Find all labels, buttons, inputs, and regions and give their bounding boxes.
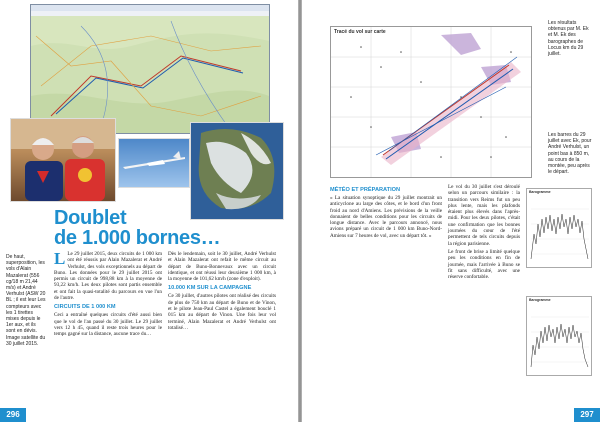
text-column-2 — [168, 251, 276, 333]
text-column-1 — [54, 251, 162, 340]
chart-caption: Les résultats obtenus par M. Ek et M. Ek des barographes de Locus km du 29 juillet. — [548, 20, 589, 58]
chart-title: Tracé du vol sur carte — [334, 29, 386, 35]
drop-cap: L — [54, 249, 66, 268]
topographic-map — [31, 16, 269, 133]
page-number: 297 — [574, 408, 600, 422]
glider-photo — [118, 138, 190, 188]
text-column-2 — [448, 184, 520, 282]
paragraph: « La situation synoptique du 29 juillet montrait un anticyclone au large des côtes, et le bord d'un front froid au nord d'Amiens. Les prévisions de la veille donnaient de belles conditions pour les circuits de longue distance. Avec le parcours annoncé, nous avions préparé un circuit de 1 000 km Buno-Nord-Amiens sur 7 heures de vol, avec un départ tôt. » — [330, 195, 442, 239]
paragraph: Dès le lendemain, soit le 30 juillet, André Verhulst et Alain Mazalerat ont refait le même circuit au départ de Buno-Bonnevaux avec un circuit identique, et ont réussi leur deuxième 1 000 km, à la moyenne de 101,62 km/h (zone d'exploit). — [168, 251, 276, 283]
barogram-title: Barogramme — [529, 190, 551, 194]
paragraph: Le vol du 30 juillet s'est déroulé selon un parcours similaire : la transition vers Reims fut un peu plus lente, mais les plafonds étaient plus élevés dans l'après-midi. Pour les deux pilotes, c'était une confirmation que les bonnes journées du cœur de l'été permettent de tels circuits depuis la région parisienne. — [448, 184, 520, 247]
flight-track-chart — [330, 26, 532, 178]
paragraph-text: Le 29 juillet 2015, deux circuits de 1 000 km ont été réussis par Alain Mazalerat et André Verhulst, des vols exceptionnels au départ de Buno. Les données pour le 29 juillet 2015 ont permis un circuit de 998,88 km à la moyenne de 93,22 km/h. Les deux pilotes sont partis ensemble et ont fait la quasi-totalité du parcours en vue l'un de l'autre. — [54, 251, 162, 302]
satellite-illustration — [191, 123, 283, 219]
title-line1: Doublet — [54, 207, 127, 229]
paragraph: Le front de brise a limité quelque peu les conditions en fin de journée, mais l'arrivée à Buno se fit sans difficulté, avec une réserve confortable. — [448, 248, 520, 281]
map-software-window — [30, 4, 270, 134]
satellite-image — [190, 122, 284, 220]
photo-caption: De haut, superposition, les vols d'Alain Mazalerat (556 cg/18 m 21,44 m/s) et André Verhulst (ASW 20 BL ; il est leur Les compteurs avec les 1 tirettes mises depuis le 1er aux, et ils sont en dévis. Image satellite du 30 juillet 2015. — [6, 254, 46, 347]
paragraph: Ceci a entraîné quelques circuits d'été aussi bien que le vol de l'an passé du 30 juillet. Le 29 juillet vers 12 h 45, quand il reste trois heures pour le temps gagné sur la distance, aucune trace du… — [54, 312, 162, 338]
article-title — [54, 208, 284, 248]
subheading: 10.000 KM SUR LA CAMPAGNE — [168, 285, 252, 292]
paragraph: Ce 30 juillet, d'autres pilotes ont réalisé des circuits de plus de 750 km au départ de Buno et de Vinon, et le pilote Jean-Paul Castel a également bouclé 1 015 km au départ de Vinon. Une fois leur vol terminé, Alain Mazalerat et André Verhulst ont totalisé… — [168, 293, 276, 331]
barogram-plot-2 — [527, 297, 591, 375]
barogram-title: Barogramme — [529, 298, 551, 302]
pilots-illustration — [11, 119, 115, 201]
pilots-photo — [10, 118, 116, 202]
barogram-chart-2 — [526, 296, 592, 376]
paragraph — [54, 251, 162, 301]
title-line2: de 1.000 bornes… — [54, 227, 221, 249]
barogram-caption: Les barres du 29 juillet avec Ek, pour André Verhulst, un point bas à 850 m, au cours de la montée, peu après le départ. — [548, 132, 592, 176]
page-number: 296 — [0, 408, 26, 422]
subheading: CIRCUITS DE 1 000 KM — [54, 304, 116, 311]
text-column-1 — [330, 184, 442, 241]
glider-illustration — [119, 139, 189, 187]
subheading: MÉTÉO ET PRÉPARATION — [330, 187, 401, 193]
barogram-chart-1 — [526, 188, 592, 268]
left-page — [0, 0, 298, 422]
barogram-plot-1 — [527, 189, 591, 267]
right-page — [302, 0, 600, 422]
flight-track-plot — [331, 27, 531, 177]
